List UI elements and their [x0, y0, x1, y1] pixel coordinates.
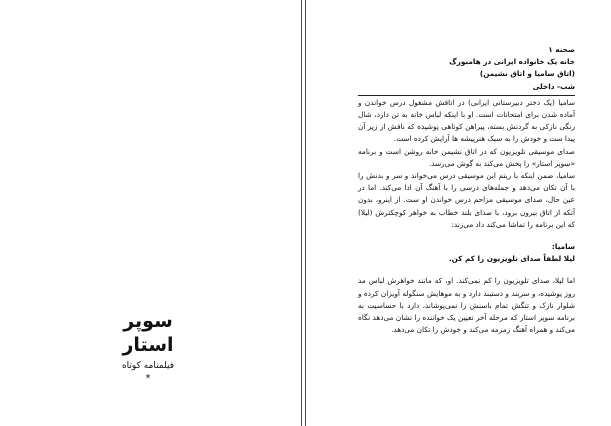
dialogue-speaker: ساميا: — [551, 242, 575, 252]
left-page — [0, 0, 301, 426]
dialogue-line: لیلا لطفاً صدای تلویزیون را کم کن. — [448, 254, 575, 264]
heading-rule — [358, 95, 575, 96]
spacer — [358, 231, 575, 241]
paragraph-2: صدای موسیقی تلویزیون که در اتاق نشیمن خانه روشن است و برنامه «سوپر استار» را پخش می‌کند به گوش می‌رسد. — [358, 146, 575, 168]
cover-subtitle: فیلمنامه کوتاه — [121, 361, 175, 371]
cover-title: سوپر استار — [122, 310, 174, 356]
scene-rooms: (اتاق ساميا و اتاق نشیمن) — [479, 69, 575, 79]
cover-asterisk: * — [145, 373, 151, 384]
right-page — [306, 0, 611, 426]
script-text — [358, 44, 575, 336]
scene-time: شب- داخلی — [532, 81, 575, 91]
scene-location: خانه یک خانواده ایرانی در هامبورگ — [449, 57, 575, 67]
paragraph-1: ساميا (یک دختر دبیرستانی ایرانی) در اتاقش مشغول درس خواندن و آماده شدن برای امتحانات است. او با اینکه لباس خانه به تن دارد، شال رنگی نازکی به گردنش بسته، پیراهن کوتاهی پوشیده که نافش از زیر آن پیدا ست و خودش را به سبک هنرپیشه ها آرایش کرده است. — [358, 97, 575, 144]
scene-heading: صحنه ۱ — [548, 45, 575, 54]
cover-block — [108, 309, 188, 385]
spacer — [358, 265, 575, 275]
paragraph-3: ساميا، ضمن اینکه با ریتم این موسیقی درس می‌خواند و سر و بدنش را با آن تکان می‌دهد و جمله‌های درسی را با آهنگ آن ادا می‌کند. اما در عین حال، صدای موسیقی مزاحم درس خواندن او ست. از اینرو، بدون آنکه از اتاق بیرون برود، با صدای بلند خطاب به خواهر کوچکترش (لیلا) که این برنامه را تماشا می‌کند داد می‌زند: — [358, 171, 575, 229]
closing-paragraph: اما لیلا، صدای تلویزیون را کم نمی‌کند. او، که مانند خواهرش لباس مد روز پوشیده، و سربند و دستبند دارد و به موهایش سنگوله آویزان کرده و شلوار نازک و تنگش تمام باسنش را نمی‌پوشاند، دارد با حساسیت به برنامه سوپر استار که مرحله آخر تعیین یک خواننده را نشان می‌دهد نگاه می‌کند و همراه آهنگ زمزمه می‌کند و خودش را تکان می‌دهد. — [358, 276, 575, 335]
